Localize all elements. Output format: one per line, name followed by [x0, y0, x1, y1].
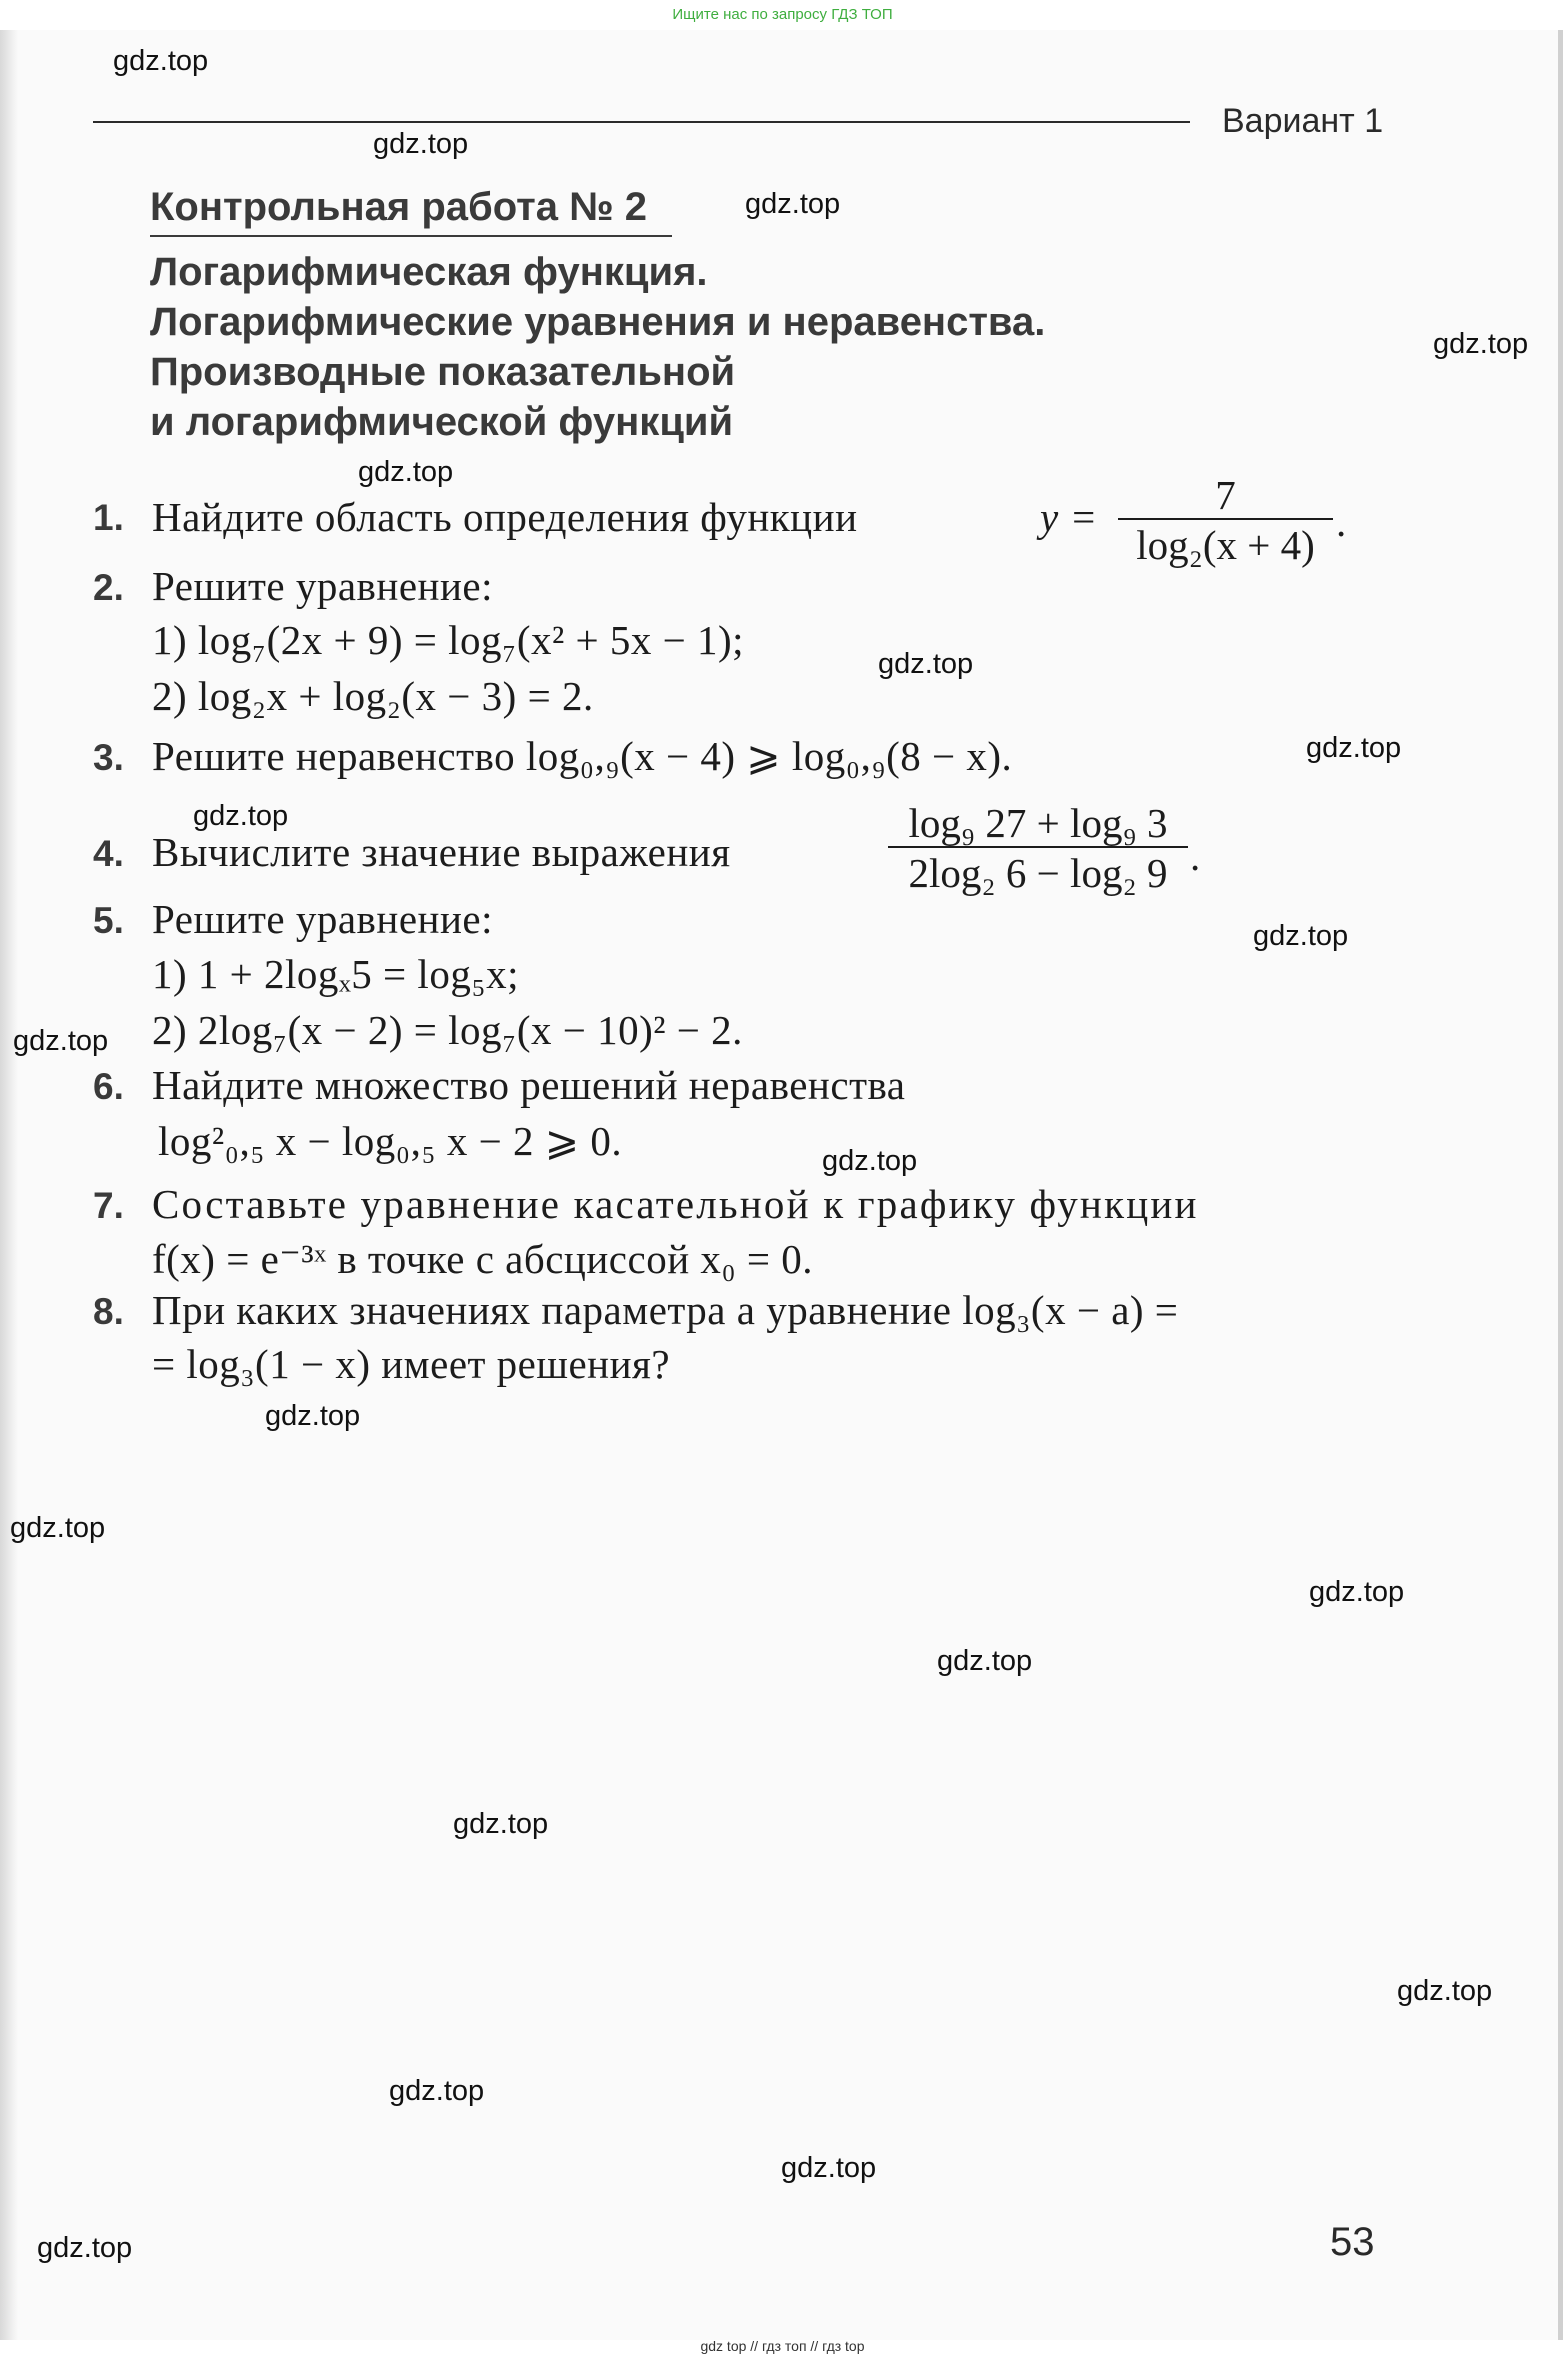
problem-2-part-1: 1) log₇(2x + 9) = log₇(x² + 5x − 1); — [152, 617, 745, 663]
page-edge — [1558, 30, 1563, 2340]
watermark: gdz.top — [358, 456, 454, 488]
problem-4-fraction — [888, 800, 1188, 898]
watermark: gdz.top — [878, 648, 974, 680]
problem-1-fraction-numerator: 7 — [1215, 472, 1236, 518]
watermark: gdz.top — [37, 2232, 133, 2264]
watermark: gdz.top — [1309, 1576, 1405, 1608]
problem-1-period: . — [1336, 499, 1347, 545]
problem-1-fraction-denominator: log₂(x + 4) — [1136, 522, 1315, 568]
problem-1-number: 1. — [93, 497, 124, 538]
problem-5-part-1: 1) 1 + 2logₓ5 = log₅x; — [152, 951, 520, 997]
watermark: gdz.top — [937, 1645, 1033, 1677]
watermark: gdz.top — [373, 128, 469, 160]
problem-3-number: 3. — [93, 737, 124, 778]
footer-text: gdz top // гдз топ // гдз top — [700, 2338, 865, 2354]
watermark: gdz.top — [1306, 732, 1402, 764]
watermark: gdz.top — [745, 188, 841, 220]
variant-label: Вариант 1 — [1222, 102, 1384, 140]
watermark: gdz.top — [265, 1400, 361, 1432]
watermark: gdz.top — [113, 45, 209, 77]
topic-line-4: и логарифмической функций — [150, 400, 734, 444]
title-underline — [150, 235, 672, 237]
top-banner: Ищите нас по запросу ГДЗ ТОП — [672, 6, 893, 23]
problem-4-text: Вычислите значение выражения — [152, 829, 731, 875]
problem-2-text: Решите уравнение: — [152, 563, 494, 609]
watermark: gdz.top — [13, 1025, 109, 1057]
problem-8-number: 8. — [93, 1291, 124, 1332]
topic-line-3: Производные показательной — [150, 350, 736, 394]
watermark: gdz.top — [1433, 328, 1529, 360]
problem-1-fraction — [1118, 472, 1333, 570]
problem-5-number: 5. — [93, 900, 124, 941]
watermark: gdz.top — [10, 1512, 106, 1544]
watermark: gdz.top — [1397, 1975, 1493, 2007]
problem-1-text: Найдите область определения функции — [152, 494, 858, 540]
header-rule — [93, 121, 1190, 123]
problem-6-expression: log²₀,₅ x − log₀,₅ x − 2 ⩾ 0. — [158, 1118, 623, 1164]
watermark: gdz.top — [1253, 920, 1349, 952]
problem-4-fraction-numerator: log₉ 27 + log₉ 3 — [908, 800, 1168, 846]
problem-7-line-2: f(x) = e⁻³ˣ в точке с абсциссой x₀ = 0. — [152, 1236, 814, 1282]
problem-1-lhs: y = — [1040, 494, 1098, 540]
problem-7-line-1: Составьте уравнение касательной к графику функции — [152, 1181, 1199, 1227]
problem-4-fraction-denominator: 2log₂ 6 − log₂ 9 — [908, 850, 1168, 896]
problem-4-period: . — [1190, 833, 1201, 879]
problem-3-text: Решите неравенство log₀,₉(x − 4) ⩾ log₀,₉(8 − x). — [152, 733, 1013, 779]
problem-6-text: Найдите множество решений неравенства — [152, 1062, 906, 1108]
page-number: 53 — [1330, 2220, 1375, 2264]
watermark: gdz.top — [389, 2075, 485, 2107]
problem-5-part-2: 2) 2log₇(x − 2) = log₇(x − 10)² − 2. — [152, 1007, 743, 1053]
problem-6-number: 6. — [93, 1066, 124, 1107]
watermark: gdz.top — [781, 2152, 877, 2184]
watermark: gdz.top — [193, 800, 289, 832]
test-title: Контрольная работа № 2 — [150, 185, 648, 229]
problem-7-number: 7. — [93, 1185, 124, 1226]
problem-8-line-1: При каких значениях параметра a уравнение log₃(x − a) = — [152, 1287, 1179, 1333]
problem-2-number: 2. — [93, 567, 124, 608]
topic-line-2: Логарифмические уравнения и неравенства. — [150, 300, 1046, 344]
problem-4-number: 4. — [93, 833, 124, 874]
problem-8-line-2: = log₃(1 − x) имеет решения? — [152, 1341, 671, 1387]
problem-2-part-2: 2) log₂x + log₂(x − 3) = 2. — [152, 673, 594, 719]
watermark: gdz.top — [822, 1145, 918, 1177]
topic-line-1: Логарифмическая функция. — [150, 250, 708, 294]
page-shadow — [0, 30, 18, 2340]
problem-5-text: Решите уравнение: — [152, 896, 494, 942]
watermark: gdz.top — [453, 1808, 549, 1840]
